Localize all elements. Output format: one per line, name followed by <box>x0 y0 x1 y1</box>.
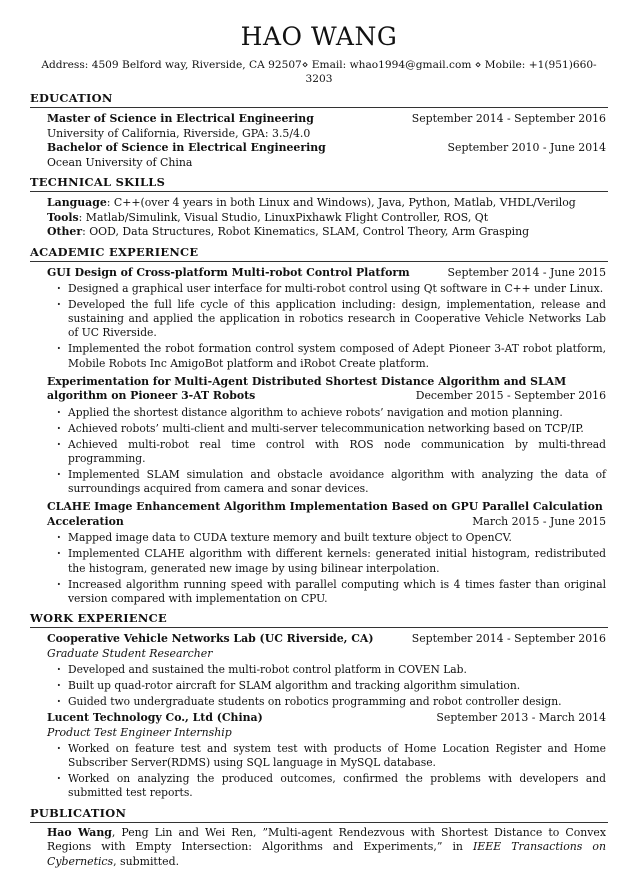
bullet-item: · Mapped image data to CUDA texture memory and built texture object to OpenCV. <box>57 531 606 545</box>
bullet-item: · Implemented the robot formation control system composed of Adept Pioneer 3-AT robot platform, Mobile Robots Inc AmigoBot platform and iRobot Create platform. <box>57 342 606 370</box>
date: March 2015 - June 2015 <box>472 514 606 528</box>
publication-author: Hao Wang <box>47 825 112 839</box>
degree: Master of Science in Electrical Engineering <box>47 112 314 125</box>
job-role: Graduate Student Researcher <box>47 646 213 660</box>
date: September 2010 - June 2014 <box>447 141 606 154</box>
date: December 2015 - September 2016 <box>415 389 606 403</box>
publication-text: , Peng Lin and Wei Ren, ”Multi-agent Rendezvous with Shortest Distance to Convex Regions with Empty Intersection: Algorithms and Experiments,” in <box>47 825 606 854</box>
job-role: Product Test Engineer Internship <box>47 725 232 739</box>
education-entry <box>47 112 606 127</box>
bullet-item: · Designed a graphical user interface for multi-robot control using Qt software in C++ under Linux. <box>57 282 606 296</box>
section-title-academic: ACADEMIC EXPERIENCE <box>30 245 608 262</box>
bullet-item: · Worked on analyzing the produced outcomes, confirmed the problems with developers and submitted test reports. <box>57 772 606 800</box>
project-title: Experimentation for Multi-Agent Distributed Shortest Distance Algorithm and SLAM algorithm on Pioneer 3-AT Robots <box>47 374 567 403</box>
school: University of California, Riverside, GPA: 3.5/4.0 <box>47 126 311 140</box>
skills-block <box>30 196 608 240</box>
job-header <box>47 632 606 647</box>
bullet-list <box>47 406 606 497</box>
skill-value: : C++(over 4 years in both Linux and Windows), Java, Python, Matlab, VHDL/Verilog <box>106 196 576 209</box>
bullet-item: · Achieved multi-robot real time control with ROS node communication by multi-thread programming. <box>57 438 606 466</box>
bullet-item: · Worked on feature test and system test with products of Home Location Register and Home Subscriber Server(RDMS) using SQL language in MySQL database. <box>57 742 606 770</box>
date: September 2014 - June 2015 <box>447 265 606 279</box>
organization: Cooperative Vehicle Networks Lab (UC Riverside, CA) <box>47 632 374 646</box>
date: September 2013 - March 2014 <box>436 711 606 725</box>
bullet-item: · Built up quad-rotor aircraft for SLAM algorithm and tracking algorithm simulation. <box>57 679 606 693</box>
organization: Lucent Technology Co., Ltd (China) <box>47 711 263 725</box>
bullet-list <box>47 663 606 709</box>
education-entry <box>47 141 606 156</box>
bullet-item: · Developed the full life cycle of this application including: design, implementation, release and sustaining and applied the application in robotics research in Cooperative Vehicle Networks Lab of UC Riverside. <box>57 298 606 341</box>
skill-label: Other <box>47 225 83 238</box>
education-block <box>30 112 608 170</box>
skill-value: : Matlab/Simulink, Visual Studio, LinuxPixhawk Flight Controller, ROS, Qt <box>78 210 489 224</box>
section-title-skills: TECHNICAL SKILLS <box>30 175 608 192</box>
date: September 2014 - September 2016 <box>411 632 606 646</box>
publication-suffix: , submitted. <box>113 855 180 869</box>
skill-line <box>47 196 606 211</box>
publication-entry <box>47 826 606 870</box>
date: September 2014 - September 2016 <box>411 112 606 125</box>
skill-line <box>47 225 606 240</box>
bullet-item: · Implemented SLAM simulation and obstacle avoidance algorithm with analyzing the data of surroundings acquired from camera and sonar devices. <box>57 468 606 496</box>
project-header <box>47 266 606 281</box>
bullet-item: · Developed and sustained the multi-robot control platform in COVEN Lab. <box>57 663 606 677</box>
skill-label: Tools <box>47 210 79 224</box>
bullet-item: · Increased algorithm running speed with parallel computing which is 4 times faster than original version compared with implementation on CPU. <box>57 578 606 606</box>
publication-block <box>30 826 608 870</box>
bullet-item: · Implemented CLAHE algorithm with different kernels: generated initial histogram, redistributed the histogram, generated new image by using bilinear interpolation. <box>57 547 606 575</box>
skill-value: : OOD, Data Structures, Robot Kinematics, SLAM, Control Theory, Arm Grasping <box>82 225 530 238</box>
bullet-list <box>47 742 606 801</box>
project-title: CLAHE Image Enhancement Algorithm Implementation Based on GPU Parallel Calculation Acceleration <box>47 500 603 528</box>
section-title-publication: PUBLICATION <box>30 806 608 823</box>
publication-journal: IEEE Transactions on Cybernetics <box>47 840 606 869</box>
degree: Bachelor of Science in Electrical Engineering <box>47 141 326 154</box>
academic-block <box>30 266 608 607</box>
bullet-item: · Guided two undergraduate students on robotics programming and robot controller design. <box>57 695 606 709</box>
school: Ocean University of China <box>47 155 193 169</box>
skill-label: Language <box>47 196 107 209</box>
project-header <box>47 500 606 529</box>
contact-line: Address: 4509 Belford way, Riverside, CA 92507⋄ Email: whao1994@gmail.com ⋄ Mobile: +1(951)660-3203 <box>41 59 597 85</box>
bullet-item: · Applied the shortest distance algorithm to achieve robots’ navigation and motion planning. <box>57 406 606 420</box>
work-block <box>30 632 608 801</box>
bullet-list <box>47 282 606 371</box>
section-title-work: WORK EXPERIENCE <box>30 611 608 628</box>
section-title-education: EDUCATION <box>30 91 608 108</box>
skill-line <box>47 211 606 226</box>
project-title: GUI Design of Cross-platform Multi-robot Control Platform <box>47 265 410 279</box>
candidate-name: HAO WANG <box>240 22 398 51</box>
project-header <box>47 375 606 404</box>
bullet-list <box>47 531 606 606</box>
bullet-item: · Achieved robots’ multi-client and multi-server telecommunication networking based on TCP/IP. <box>57 422 606 436</box>
job-header <box>47 711 606 726</box>
